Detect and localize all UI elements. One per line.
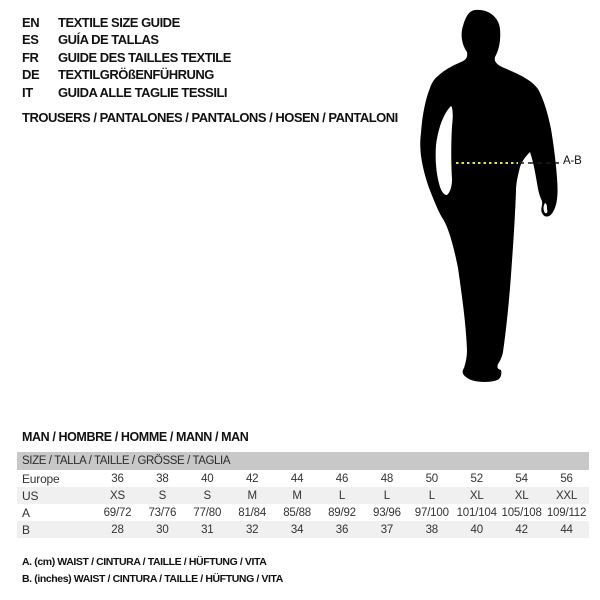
size-cell: S [158, 489, 167, 502]
size-cell: M [247, 489, 257, 502]
size-cell: XL [514, 489, 529, 502]
size-cell: 46 [335, 472, 349, 485]
language-label: TEXTILE SIZE GUIDE [58, 15, 180, 30]
language-code: EN [22, 15, 40, 30]
man-silhouette-figure [405, 0, 600, 400]
size-table-body [17, 470, 589, 538]
footnote-b: B. (inches) WAIST / CINTURA / TAILLE / HÜFTUNG / VITA [22, 573, 283, 586]
language-row [22, 84, 231, 101]
size-cell: 89/92 [328, 506, 356, 519]
language-row [22, 49, 231, 66]
size-cell: 54 [515, 472, 528, 485]
size-cell: 73/76 [148, 506, 177, 519]
size-cell: 97/100 [414, 506, 449, 519]
size-cell: 30 [156, 523, 169, 536]
language-code: DE [22, 67, 40, 83]
size-cell: 109/112 [546, 506, 587, 519]
size-cell: 52 [470, 472, 483, 485]
man-silhouette-svg [405, 0, 600, 400]
category-title: TROUSERS / PANTALONES / PANTALONS / HOSEN / PANTALONI [22, 110, 398, 125]
size-cell: 85/88 [283, 506, 311, 519]
size-cell: 42 [515, 523, 528, 536]
size-cell: 101/104 [456, 506, 497, 519]
size-cell: 34 [290, 523, 304, 536]
size-cell: XL [469, 489, 484, 502]
table-row [17, 521, 589, 538]
size-table-header-text: SIZE / TALLA / TAILLE / GRÖSSE / TAGLIA [22, 455, 231, 467]
size-cell: 48 [380, 472, 394, 485]
size-cell: 31 [201, 523, 214, 536]
language-label: TEXTILGRÖßENFÜHRUNG [58, 67, 214, 83]
footnotes [22, 554, 283, 588]
size-cell: XXL [555, 489, 578, 502]
size-cell: 38 [156, 472, 169, 485]
size-cell: L [428, 489, 435, 502]
language-label: GUÍA DE TALLAS [58, 32, 159, 48]
size-cell: 50 [425, 472, 438, 485]
size-cell: 44 [290, 472, 304, 485]
language-row [22, 31, 231, 48]
size-cell: 69/72 [103, 506, 132, 519]
table-row [17, 504, 589, 521]
size-cell: 38 [425, 523, 438, 536]
row-label: B [22, 522, 30, 537]
size-cell: 105/108 [501, 506, 542, 519]
size-table [17, 470, 589, 538]
size-cell: 36 [111, 472, 124, 485]
row-label: A [22, 505, 30, 520]
language-code: FR [22, 49, 39, 65]
size-cell: XS [109, 489, 125, 502]
section-label-man: MAN / HOMBRE / HOMME / MANN / MAN [22, 430, 249, 444]
language-code: IT [22, 84, 33, 100]
waist-measure-label: A-B [563, 155, 582, 167]
size-cell: L [383, 489, 390, 502]
size-cell: 37 [380, 523, 394, 536]
size-cell: S [203, 489, 211, 502]
size-cell: 56 [560, 472, 573, 485]
size-cell: 40 [201, 472, 214, 485]
size-cell: 36 [335, 523, 349, 536]
size-table-header-bar [17, 452, 589, 470]
size-cell: L [338, 489, 346, 502]
size-cell: 81/84 [238, 506, 267, 519]
language-list [22, 14, 231, 101]
row-label: US [22, 488, 39, 503]
size-cell: 32 [245, 523, 259, 536]
row-label: Europe [22, 471, 60, 486]
table-row [17, 487, 589, 504]
size-cell: 44 [560, 523, 573, 536]
size-cell: M [292, 489, 302, 502]
language-row [22, 66, 231, 83]
size-cell: 40 [470, 523, 483, 536]
man-silhouette-path [420, 10, 557, 382]
language-code: ES [22, 32, 39, 48]
size-cell: 77/80 [193, 506, 222, 519]
language-row [22, 14, 231, 31]
table-row [17, 470, 589, 487]
size-cell: 42 [245, 472, 259, 485]
language-label: GUIDA ALLE TAGLIE TESSILI [58, 84, 228, 100]
size-cell: 28 [111, 523, 124, 536]
size-cell: 93/96 [373, 506, 401, 519]
footnote-a: A. (cm) WAIST / CINTURA / TAILLE / HÜFTUNG / VITA [22, 556, 267, 568]
language-label: GUIDE DES TAILLES TEXTILE [58, 49, 231, 65]
